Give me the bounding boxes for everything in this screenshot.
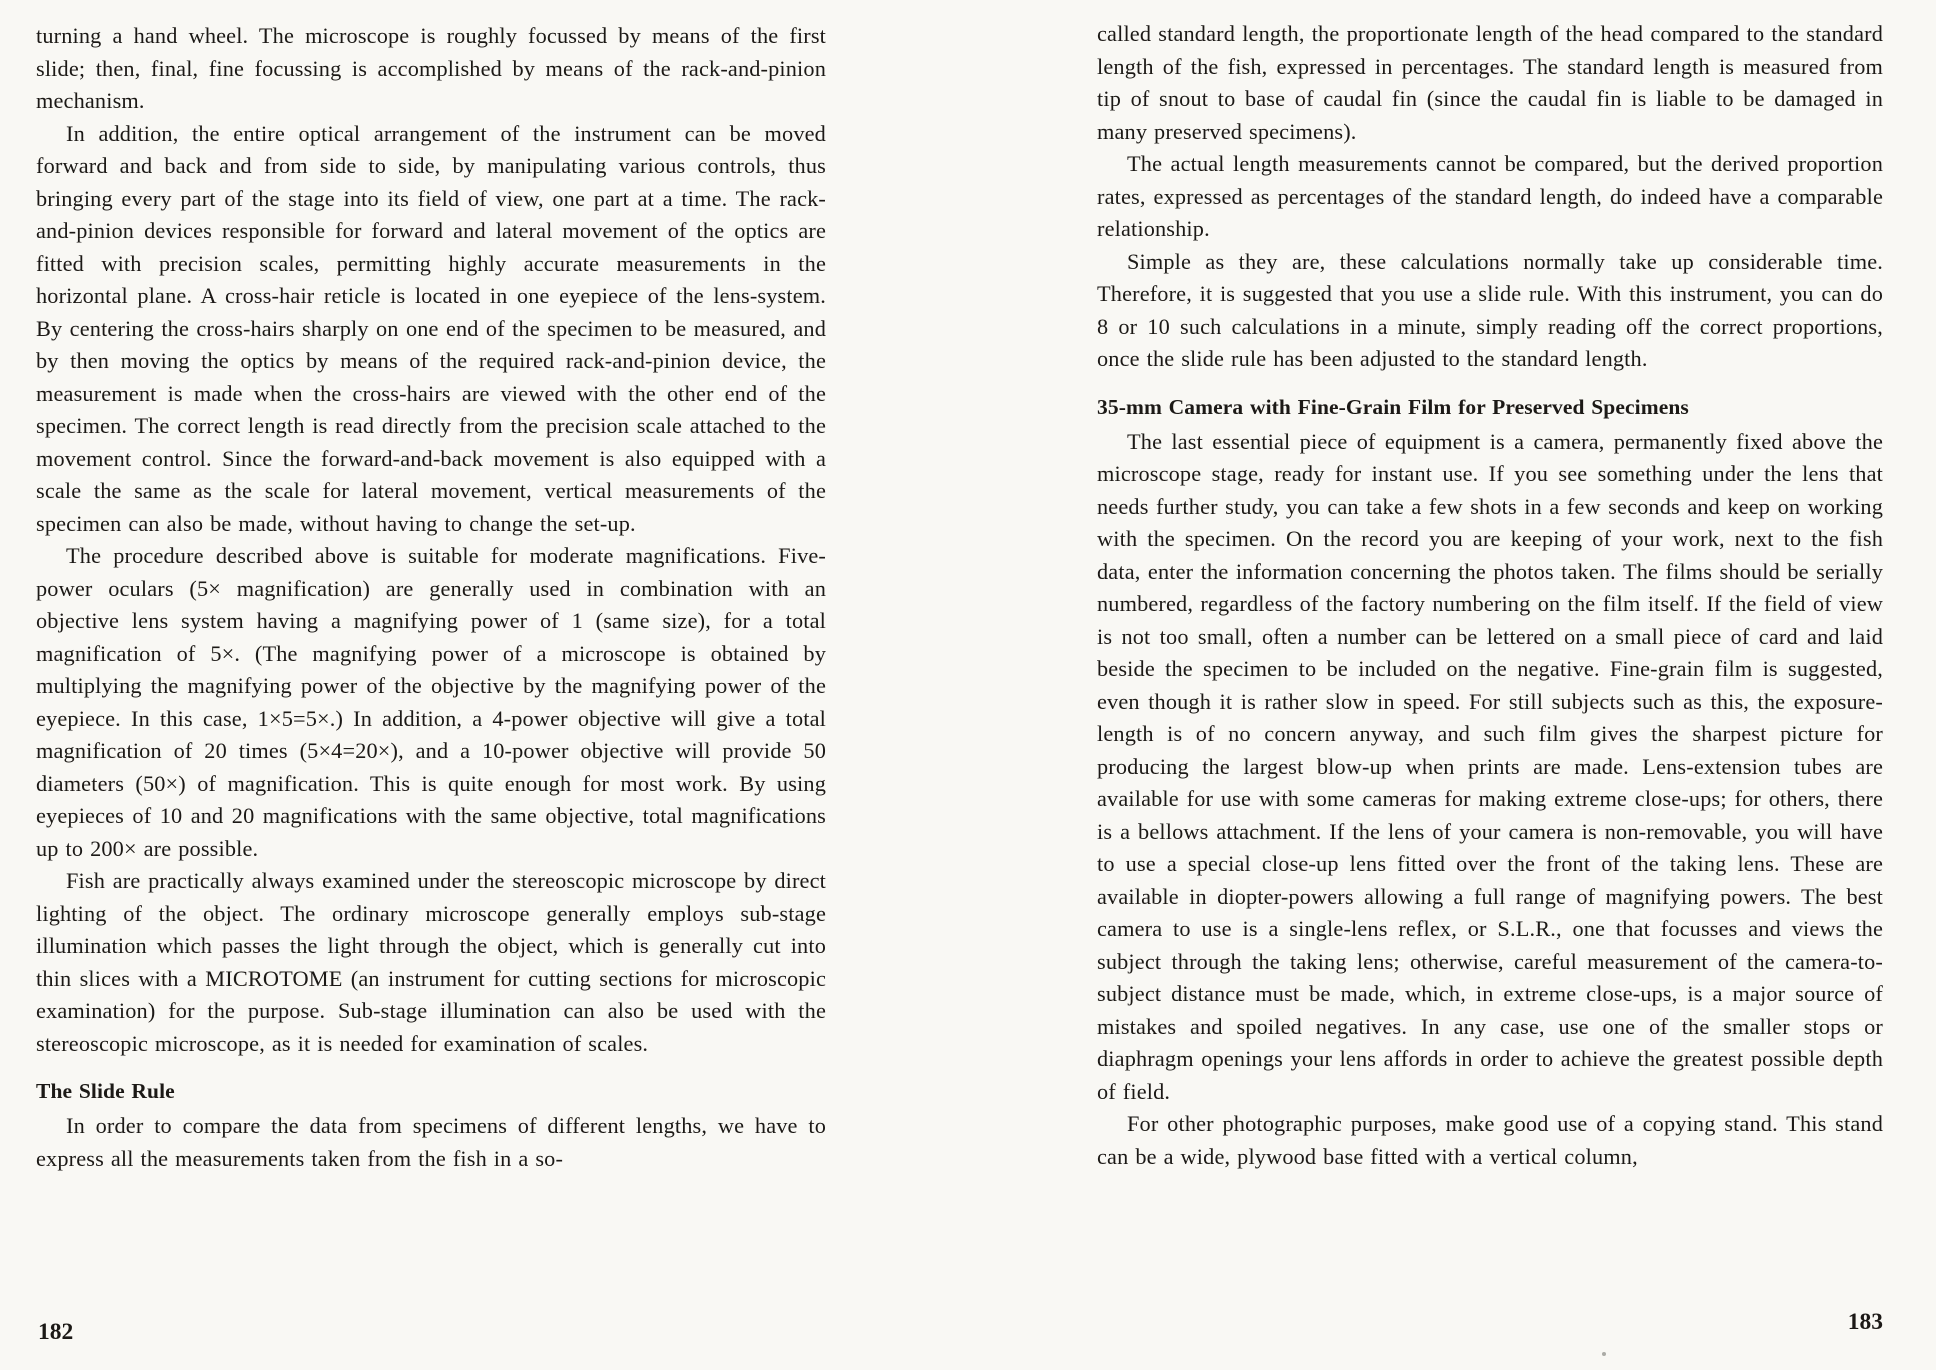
- paragraph: The actual length measurements cannot be compared, but the derived proportion rates, expressed as percentages of the standard length, do indeed have a comparable relationship.: [1097, 151, 1883, 241]
- page-number-left: 182: [38, 1319, 74, 1345]
- paragraph: Fish are practically always examined under the stereoscopic microscope by direct lighting of the object. The ordinary microscope generally employs sub-stage illumination which passes the light through the object, which is generally cut into thin slices with a MICROTOME (an instrument for cutting sections for microscopic examination) for the purpose. Sub-stage illumination can also be used with the stereoscopic microscope, as it is needed for examination of scales.: [36, 868, 826, 1056]
- page-number-right: 183: [1847, 1309, 1883, 1335]
- scan-artifact-dot: [1602, 1352, 1606, 1356]
- paragraph: The procedure described above is suitable for moderate magnifications. Five-power oculars (5× magnification) are generally used in combination with an objective lens system having a magnifying power of 1 (same size), for a total magnification of 5×. (The magnifying power of a microscope is obtained by multiplying the magnifying power of the objective by the magnifying power of the eyepiece. In this case, 1×5=5×.) In addition, a 4-power objective will give a total magnification of 20 times (5×4=20×), and a 10-power objective will provide 50 diameters (50×) of magnification. This is quite enough for most work. By using eyepieces of 10 and 20 magnifications with the same objective, total magnifications up to 200× are possible.: [36, 543, 826, 861]
- paragraph: called standard length, the proportionate length of the head compared to the standard length of the fish, expressed in percentages. The standard length is measured from tip of snout to base of caudal fin (since the caudal fin is liable to be damaged in many preserved specimens).: [1097, 21, 1883, 144]
- section-heading: The Slide Rule: [36, 1079, 175, 1103]
- left-page-text-column: [36, 20, 826, 1175]
- right-page-text-column: [1097, 18, 1883, 1173]
- section-heading: 35-mm Camera with Fine-Grain Film for Preserved Specimens: [1097, 394, 1689, 419]
- paragraph: For other photographic purposes, make good use of a copying stand. This stand can be a wide, plywood base fitted with a vertical column,: [1097, 1111, 1883, 1169]
- paragraph: Simple as they are, these calculations normally take up considerable time. Therefore, it is suggested that you use a slide rule. With this instrument, you can do 8 or 10 such calculations in a minute, simply reading off the correct proportions, once the slide rule has been adjusted to the standard length.: [1097, 248, 1883, 371]
- paragraph: The last essential piece of equipment is a camera, permanently fixed above the microscope stage, ready for instant use. If you see something under the lens that needs further study, you can take a few shots in a few seconds and keep on working with the specimen. On the record you are keeping of your work, next to the fish data, enter the information concerning the photos taken. The films should be serially numbered, regardless of the factory numbering on the film itself. If the field of view is not too small, often a number can be lettered on a small piece of card and laid beside the specimen to be included on the negative. Fine-grain film is suggested, even though it is rather slow in speed. For still subjects such as this, the exposure-length is of no concern anyway, and such film gives the sharpest picture for producing the largest blow-up when prints are made. Lens-extension tubes are available for use with some cameras for making extreme close-ups; for others, there is a bellows attachment. If the lens of your camera is non-removable, you will have to use a special close-up lens fitted over the front of the taking lens. These are available in diopter-powers allowing a full range of magnifying powers. The best camera to use is a single-lens reflex, or S.L.R., one that focusses and views the subject through the taking lens; otherwise, careful measurement of the camera-to-subject distance must be made, which, in extreme close-ups, is a major source of mistakes and spoiled negatives. In any case, use one of the smaller stops or diaphragm openings your lens affords in order to achieve the greatest possible depth of field.: [1097, 428, 1883, 1104]
- paragraph: turning a hand wheel. The microscope is roughly focussed by means of the first slide; then, final, fine focussing is accomplished by means of the rack-and-pinion mechanism.: [36, 23, 826, 113]
- paragraph: In addition, the entire optical arrangement of the instrument can be moved forward and back and from side to side, by manipulating various controls, thus bringing every part of the stage into its field of view, one part at a time. The rack-and-pinion devices responsible for forward and lateral movement of the optics are fitted with precision scales, permitting highly accurate measurements in the horizontal plane. A cross-hair reticle is located in one eyepiece of the lens-system. By centering the cross-hairs sharply on one end of the specimen to be measured, and by then moving the optics by means of the required rack-and-pinion device, the measurement is made when the cross-hairs are viewed with the other end of the specimen. The correct length is read directly from the precision scale attached to the movement control. Since the forward-and-back movement is also equipped with a scale the same as the scale for lateral movement, vertical measurements of the specimen can also be made, without having to change the set-up.: [36, 120, 826, 536]
- paragraph: In order to compare the data from specimens of different lengths, we have to express all the measurements taken from the fish in a so-: [36, 1113, 826, 1171]
